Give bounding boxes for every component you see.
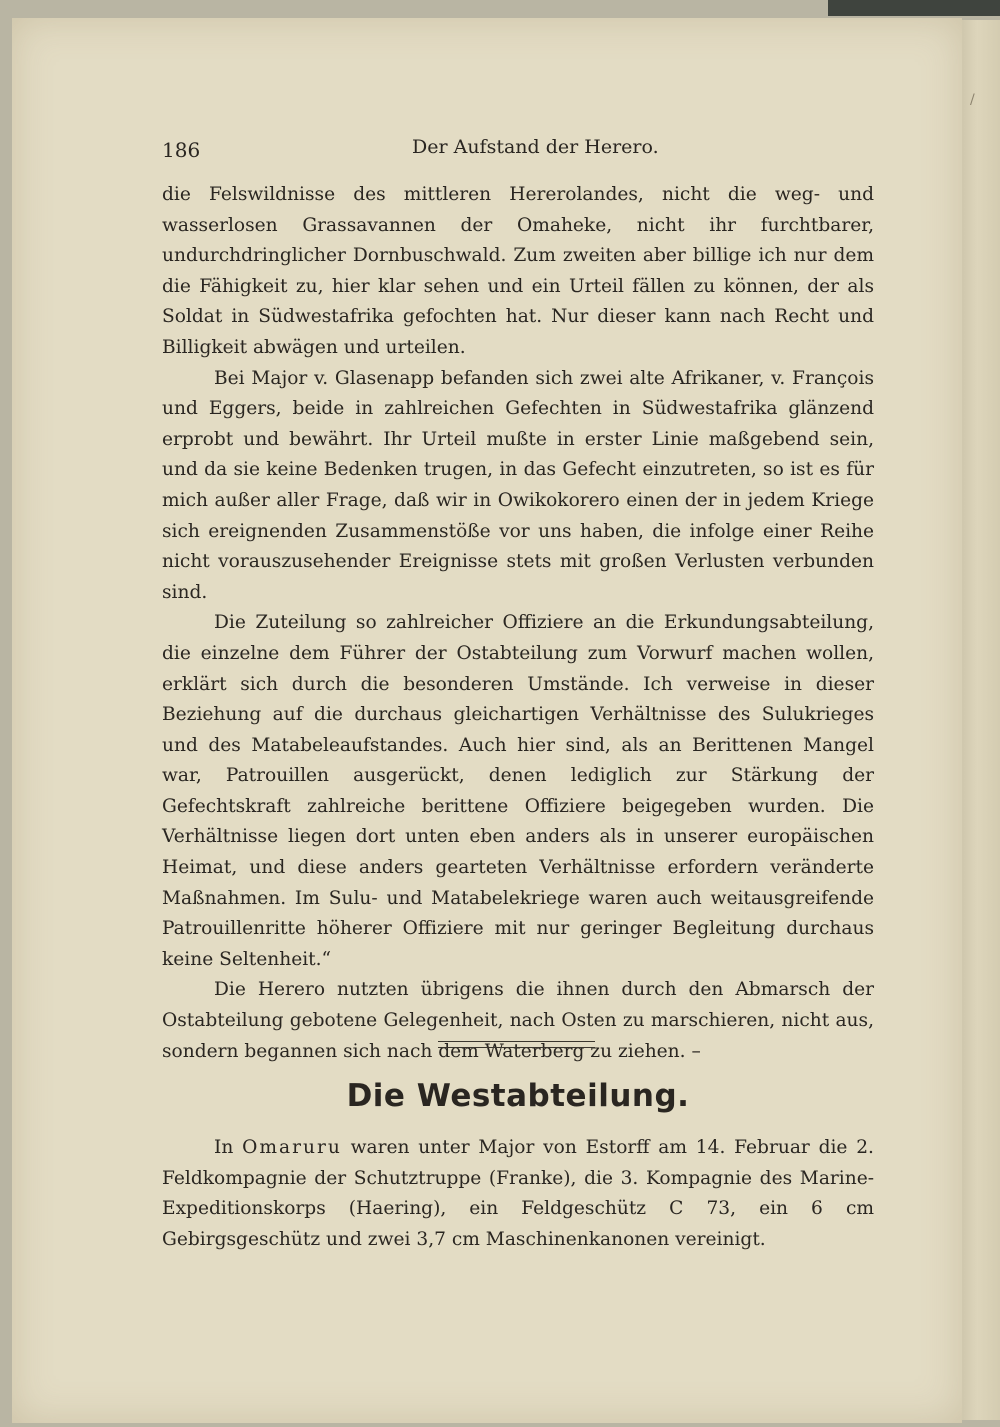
paragraph-1: die Felswildnisse des mittleren Hererolandes, nicht die weg- und wasserlosen Grassavannen der Omaheke, nicht ihr furchtbarer, undurchdringlicher Dornbuschwald. Zum zweiten aber billige ich nur dem die Fähigkeit zu, hier klar sehen und ein Urteil fällen zu können, der als Soldat in Südwestafrika gefochten hat. Nur dieser kann nach Recht und Billigkeit abwägen und urteilen. [162,184,874,358]
paragraph-4: Die Herero nutzten übrigens die ihnen durch den Abmarsch der Ostabteilung gebotene Gelegenheit, nach Osten zu marschieren, nicht aus, sondern begannen sich nach dem Waterberg zu ziehen. – [162,979,874,1062]
paragraph-2: Bei Major v. Glasenapp befanden sich zwei alte Afrikaner, v. François und Eggers, beide in zahlreichen Gefechten in Südwestafrika glänzend erprobt und bewährt. Ihr Urteil mußte in erster Linie maßgebend sein, und da sie keine Bedenken trugen, in das Gefecht einzutreten, so ist es für mich außer aller Frage, daß wir in Owikokorero einen der in jedem Kriege sich ereignenden Zusammenstöße vor uns haben, die infolge einer Reihe nicht vorauszusehender Ereignisse stets mit großen Verlusten verbunden sind. [162,367,874,603]
place-name: Omaruru [242,1137,342,1158]
paragraph-3: Die Zuteilung so zahlreicher Offiziere an die Erkundungsabteilung, die einzelne dem Führer der Ostabteilung zum Vorwurf machen wollen, erklärt sich durch die besonderen Umstände. Ich verweise in dieser Beziehung auf die durchaus gleichartigen Verhältnisse des Sulukrieges und des Matabeleaufstandes. Auch hier sind, als an Berittenen Mangel war, Patrouillen ausgerückt, denen lediglich zur Stärkung der Gefechtskraft zahlreiche berittene Offiziere beigegeben wurden. Die Verhältnisse liegen dort unten eben anders als in unserer europäischen Heimat, und diese anders gearteten Verhältnisse erfordern veränderte Maßnahmen. Im Sulu- und Matabelekriege waren auch weitausgreifende Patrouillenritte höherer Offiziere mit nur geringer Begleitung durchaus keine Seltenheit.“ [162,612,874,970]
running-title: Der Aufstand der Herero. [412,136,659,158]
intro-start: In [214,1137,234,1158]
page-number: 186 [162,138,201,162]
section-heading: Die Westabteilung. [346,1078,690,1114]
body-text [162,180,874,1067]
margin-mark: / [970,92,975,108]
section-paragraph [162,1133,874,1255]
page-header [162,136,874,166]
next-page-edge [962,20,1000,1420]
intro-rest: waren unter Major von Estorff am 14. Februar die 2. Feldkompagnie der Schutztruppe (Franke), die 3. Kompagnie des Marine-Expeditionskorps (Haering), ein Feldgeschütz C 73, ein 6 cm Gebirgsgeschütz und zwei 3,7 cm Maschinenkanonen vereinigt. [162,1137,874,1250]
section-text [162,1133,874,1255]
section-separator [438,1041,595,1048]
scan-corner-shadow [828,0,1000,16]
